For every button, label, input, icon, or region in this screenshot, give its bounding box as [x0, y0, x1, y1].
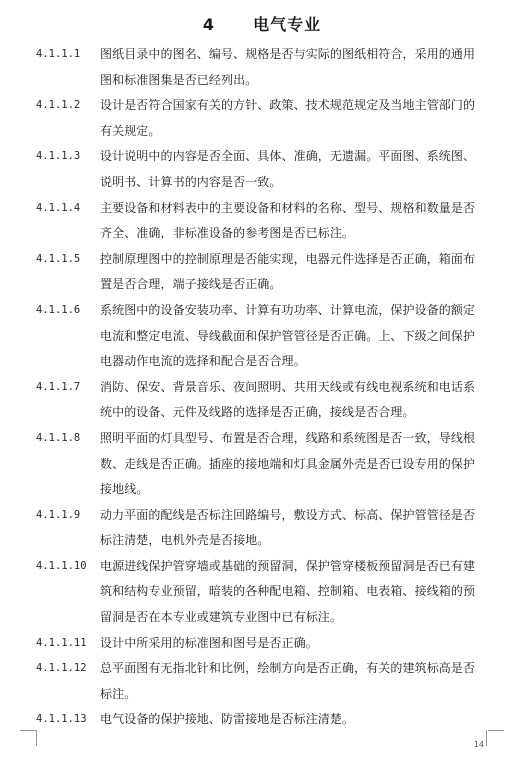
page-corner-mark-left	[36, 730, 53, 746]
clause-item	[36, 247, 486, 298]
clause-item	[36, 656, 486, 707]
clause-text: 总平面图有无指北针和比例，绘制方向是否正确，有关的建筑标高是否标注。	[100, 661, 476, 701]
clause-number: 4.1.1.7	[36, 380, 81, 393]
clause-number: 4.1.1.1	[36, 48, 81, 60]
page-corner-mark-right	[486, 730, 503, 746]
section-title: 电气专业	[253, 15, 322, 34]
clause-text: 消防、保安、背景音乐、夜间照明、共用天线或有线电视系统和电话系统中的设备、元件及线路的选择是否正确，接线是否合理。	[100, 379, 476, 420]
clause-number: 4.1.1.3	[36, 150, 81, 163]
clause-number: 4.1.1.8	[36, 431, 81, 444]
clause-text: 电气设备的保护接地、防雷接地是否标注清楚。	[100, 712, 355, 727]
clause-text: 设计说明中的内容是否全面、具体、准确，无遗漏。平面图、系统图、说明书、计算书的内容是否一致。	[100, 149, 476, 189]
page-number: 14	[473, 740, 484, 749]
clause-item	[36, 196, 486, 247]
clause-text: 主要设备和材料表中的主要设备和材料的名称、型号、规格和数量是否齐全、准确，非标准设备的参考图是否已标注。	[100, 200, 476, 241]
clause-number: 4.1.1.4	[36, 201, 81, 214]
clause-text: 设计中所采用的标准图和图号是否正确。	[100, 635, 318, 650]
clause-text: 图纸目录中的图名、编号、规格是否与实际的图纸相符合，采用的通用图和标准图集是否已经列出。	[100, 47, 476, 87]
clause-number: 4.1.1.13	[36, 713, 87, 726]
clause-item	[36, 707, 486, 733]
clause-item	[36, 42, 486, 93]
clause-text: 设计是否符合国家有关的方针、政策、技术规范规定及当地主管部门的有关规定。	[100, 98, 476, 138]
clause-text: 动力平面的配线是否标注回路编号，敷设方式、标高、保护管管径是否标注清楚，电机外壳是否接地。	[100, 507, 476, 548]
clause-number: 4.1.1.12	[36, 662, 87, 675]
clause-number: 4.1.1.5	[36, 252, 81, 265]
clause-text: 照明平面的灯具型号、布置是否合理，线路和系统图是否一致，导线根数、走线是否正确。插座的接地端和灯具金属外壳是否已设专用的保护接地线。	[100, 430, 476, 497]
section-number: 4	[202, 15, 216, 34]
clause-item	[36, 375, 486, 426]
clause-list	[36, 42, 486, 733]
clause-item	[36, 631, 486, 657]
clause-text: 控制原理图中的控制原理是否能实现，电器元件选择是否正确，箱面布置是否合理，端子接线是否正确。	[100, 251, 476, 292]
clause-item	[36, 426, 486, 503]
clause-number: 4.1.1.6	[36, 303, 81, 316]
clause-number: 4.1.1.10	[36, 559, 87, 572]
section-heading	[0, 12, 524, 35]
clause-text: 电源进线保护管穿墙或基础的预留洞，保护管穿楼板预留洞是否已有建筑和结构专业预留，暗装的各种配电箱、控制箱、电表箱、接线箱的预留洞是否在本专业或建筑专业图中已有标注。	[100, 558, 476, 625]
clause-item	[36, 298, 486, 375]
clause-text: 系统图中的设备安装功率、计算有功功率、计算电流，保护设备的额定电流和整定电流、导线截面和保护管管径是否正确。上、下级之间保护电器动作电流的选择和配合是否合理。	[100, 302, 476, 369]
clause-item	[36, 93, 486, 144]
clause-item	[36, 554, 486, 631]
clause-item	[36, 503, 486, 554]
clause-item	[36, 144, 486, 195]
clause-number: 4.1.1.9	[36, 508, 81, 521]
clause-number: 4.1.1.11	[36, 636, 87, 649]
clause-number: 4.1.1.2	[36, 99, 81, 112]
